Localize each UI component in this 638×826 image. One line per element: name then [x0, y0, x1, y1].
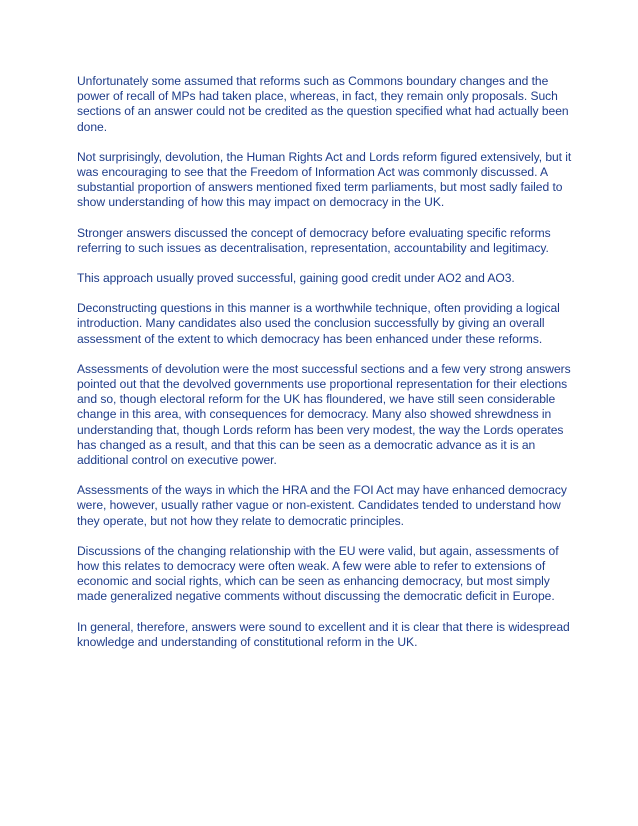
paragraph-conclusion: In general, therefore, answers were sound to excellent and it is clear that there is widespread knowledge and understanding of constitutional reform in the UK.: [77, 619, 570, 649]
paragraph-approach: This approach usually proved successful, gaining good credit under AO2 and AO3.: [77, 271, 515, 286]
paragraph-devolution-hra: Not surprisingly, devolution, the Human Rights Act and Lords reform figured extensively, but it was encouraging to see that the Freedom of Information Act was commonly discussed. A substantial proportion of answers mentioned fixed term parliaments, but most sadly failed to show understanding of how this may impact on democracy in the UK.: [77, 149, 572, 210]
paragraph-devolution-assessment: Assessments of devolution were the most successful sections and a few very strong answers pointed out that the devolved governments use proportional representation for their elections and so, though electoral reform for the UK has floundered, we have still seen considerable change in this area, with consequences for democracy. Many also showed shrewdness in understanding that, though Lords reform has been very modest, the way the Lords operates has changed as a result, and that this can be seen as a democratic advance as it is an additional control on executive power.: [77, 361, 571, 468]
paragraph-eu-relationship: Discussions of the changing relationship with the EU were valid, but again, assessments of how this relates to democracy were often weak. A few were able to refer to extensions of economic and social rights, which can be seen as enhancing democracy, but most simply made generalized negative comments without discussing the democratic deficit in Europe.: [77, 543, 559, 604]
paragraph-hra-foi: Assessments of the ways in which the HRA and the FOI Act may have enhanced democracy were, however, usually rather vague or non-existent. Candidates tended to understand how they operate, but not how they relate to democratic principles.: [77, 483, 567, 528]
paragraph-deconstructing: Deconstructing questions in this manner is a worthwhile technique, often providing a logical introduction. Many candidates also used the conclusion successfully by giving an overall assessment of the extent to which democracy has been enhanced under these reforms.: [77, 301, 560, 346]
paragraph-stronger-answers: Stronger answers discussed the concept of democracy before evaluating specific reforms referring to such issues as decentralisation, representation, accountability and legitimacy.: [77, 225, 551, 255]
paragraph-boundary-changes: Unfortunately some assumed that reforms such as Commons boundary changes and the power of recall of MPs had taken place, whereas, in fact, they remain only proposals. Such sections of an answer could not be credited as the question specified what had actually been done.: [77, 74, 569, 134]
document-body: [77, 74, 577, 665]
